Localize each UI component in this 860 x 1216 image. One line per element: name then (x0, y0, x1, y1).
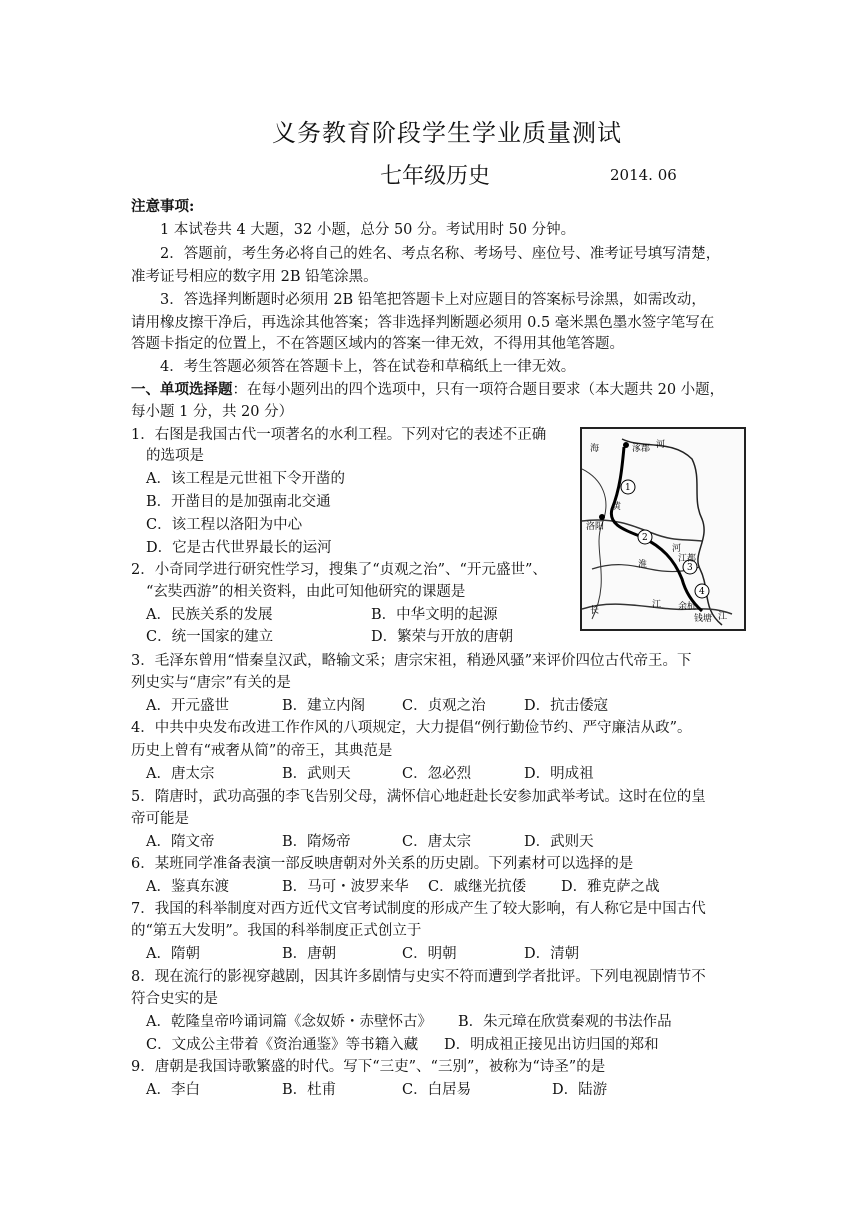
option: D．明成祖 (524, 766, 594, 782)
option: A．唐太宗 (146, 766, 215, 782)
notice-item: 请用橡皮擦干净后，再选涂其他答案；答非选择判断题必须用 0.5 毫米黑色墨水签字笔写在 (131, 315, 715, 331)
option: B．建立内阁 (282, 698, 366, 714)
option: D．雅克萨之战 (561, 879, 660, 895)
option: B．武则天 (282, 766, 351, 782)
option: C．文成公主带着《资治通鉴》等书籍入藏 (146, 1037, 419, 1053)
notice-item: 答题卡指定的位置上，不在答题区域内的答案一律无效，不得用其他笔答题。 (131, 336, 624, 352)
option: D．繁荣与开放的唐朝 (371, 629, 514, 645)
question-stem: 1．右图是我国古代一项著名的水利工程。下列对它的表述不正确 (131, 427, 547, 443)
map-label: 洛阳 (586, 522, 605, 532)
option: A．该工程是元世祖下令开凿的 (146, 471, 345, 487)
option: C．该工程以洛阳为中心 (146, 517, 303, 533)
option: D．它是古代世界最长的运河 (146, 540, 332, 556)
notice-item: 3．答选择判断题时必须用 2B 铅笔把答题卡上对应题目的答案标号涂黑，如需改动， (160, 292, 706, 308)
option: B．隋炀帝 (282, 834, 351, 850)
question-stem: 符合史实的是 (131, 991, 218, 1007)
option: B．杜甫 (282, 1082, 337, 1098)
notice-item: 2．答题前，考生务必将自己的姓名、考点名称、考场号、座位号、准考证号填写清楚， (160, 246, 721, 262)
option: B．马可・波罗来华 (282, 879, 409, 895)
map-marker: 3 (687, 563, 693, 573)
map-label: 黄 (612, 502, 622, 512)
option: C．白居易 (402, 1082, 472, 1098)
question-stem: “玄奘西游”的相关资料，由此可知他研究的课题是 (146, 584, 466, 600)
question-stem: 列史实与“唐宗”有关的是 (131, 675, 291, 691)
map-marker: 2 (642, 533, 648, 543)
section-desc-cont: 每小题 1 分，共 20 分） (131, 404, 294, 420)
option: A．鉴真东渡 (146, 879, 229, 895)
question-stem: 8．现在流行的影视穿越剧，因其许多剧情与史实不符而遭到学者批评。下列电视剧情节不 (131, 969, 706, 985)
option: D．武则天 (524, 834, 594, 850)
question-stem: 帝可能是 (131, 811, 189, 827)
question-stem: 4．中共中央发布改进工作作风的八项规定，大力提倡“例行勤俭节约、严守廉洁从政”。 (131, 720, 692, 736)
option: A．隋文帝 (146, 834, 215, 850)
question-stem: 2．小奇同学进行研究性学习，搜集了“贞观之治”、“开元盛世”、 (131, 562, 547, 578)
option: D．明成祖正接见出访归国的郑和 (444, 1037, 659, 1053)
option: C．贞观之治 (402, 698, 486, 714)
exam-title: 义务教育阶段学生学业质量测试 (272, 119, 622, 147)
option: C．戚继光抗倭 (428, 879, 527, 895)
option: C．统一国家的建立 (146, 629, 274, 645)
map-label: 长 (590, 606, 600, 616)
question-stem: 5．隋唐时，武功高强的李飞告别父母，满怀信心地赶赴长安参加武举考试。这时在位的皇 (131, 789, 706, 805)
grand-canal-map (580, 427, 746, 631)
question-stem: 的选项是 (146, 448, 204, 464)
section-desc: ：在每小题列出的四个选项中，只有一项符合题目要求（本大题共 20 小题， (232, 382, 725, 398)
map-marker: 4 (699, 587, 705, 597)
question-stem: 的“第五大发明”。我国的科举制度正式创立于 (131, 923, 422, 939)
map-label: 海 (590, 444, 600, 454)
option: C．唐太宗 (402, 834, 472, 850)
notice-item: 4．考生答题必须答在答题卡上，答在试卷和草稿纸上一律无效。 (160, 359, 576, 375)
question-stem: 9．唐朝是我国诗歌繁盛的时代。写下“三吏”、“三别”，被称为“诗圣”的是 (131, 1059, 606, 1075)
question-stem: 7．我国的科举制度对西方近代文官考试制度的形成产生了较大影响，有人称它是中国古代 (131, 901, 706, 917)
option: B．开凿目的是加强南北交通 (146, 494, 331, 510)
option: D．陆游 (552, 1082, 608, 1098)
option: B．中华文明的起源 (371, 607, 498, 623)
question-stem: 3．毛泽东曾用“惜秦皇汉武，略输文采；唐宗宋祖，稍逊风骚”来评价四位古代帝王。下 (131, 653, 692, 669)
option: B．朱元璋在欣赏秦观的书法作品 (458, 1014, 672, 1030)
map-label: 江 (718, 612, 728, 622)
exam-subject: 七年级历史 (380, 164, 491, 189)
map-label: 淮 (638, 560, 648, 570)
notice-item: 1 本试卷共 4 大题，32 小题，总分 50 分。考试用时 50 分钟。 (160, 222, 576, 238)
exam-date: 2014. 06 (610, 166, 677, 184)
option: B．唐朝 (282, 946, 337, 962)
map-label: 江都 (678, 554, 697, 564)
notice-heading: 注意事项: (131, 198, 195, 215)
option: D．清朝 (524, 946, 580, 962)
map-label: 江 (652, 600, 662, 610)
map-label: 余杭 (678, 602, 697, 612)
option: C．忽必烈 (402, 766, 472, 782)
option: A．隋朝 (146, 946, 200, 962)
option: A．民族关系的发展 (146, 607, 273, 623)
section-title: 一、单项选择题 (131, 381, 233, 398)
map-label: 河 (656, 440, 666, 450)
map-marker: 1 (625, 483, 631, 493)
notice-item: 准考证号相应的数字用 2B 铅笔涂黑。 (131, 269, 378, 285)
map-label: 钱塘 (694, 614, 713, 624)
option: A．开元盛世 (146, 698, 229, 714)
section-heading (131, 380, 724, 400)
map-label: 涿郡 (632, 444, 651, 454)
option: C．明朝 (402, 946, 457, 962)
canal-map-svg (582, 429, 744, 629)
question-stem: 历史上曾有“戒奢从简”的帝王，其典范是 (131, 743, 393, 759)
option: A．李白 (146, 1082, 200, 1098)
question-stem: 6．某班同学准备表演一部反映唐朝对外关系的历史剧。下列素材可以选择的是 (131, 856, 634, 872)
map-label: 河 (672, 544, 682, 554)
option: D．抗击倭寇 (524, 698, 609, 714)
option: A．乾隆皇帝吟诵词篇《念奴娇・赤壁怀古》 (146, 1014, 432, 1030)
